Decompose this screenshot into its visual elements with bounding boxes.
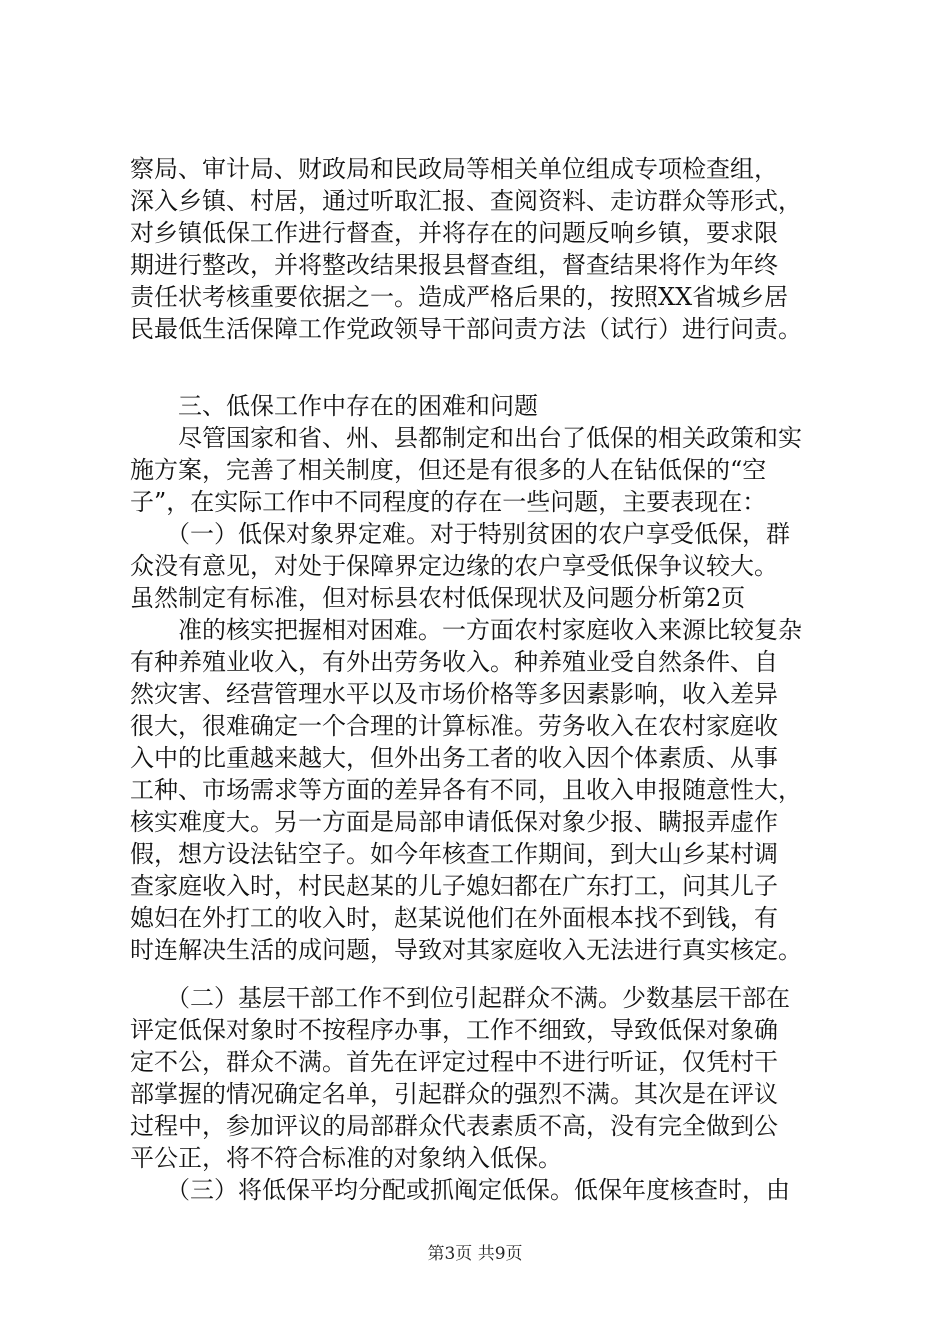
page-footer: 第3页 共9页 <box>427 1244 523 1264</box>
text-line: 评定低保对象时不按程序办事，工作不细致，导致低保对象确 <box>130 1016 778 1044</box>
text-line: 平公正，将不符合标准的对象纳入低保。 <box>130 1144 562 1172</box>
text-line: （一）低保对象界定难。对于特别贫困的农户享受低保，群 <box>130 520 790 548</box>
text-line: 很大，很难确定一个合理的计算标准。劳务收入在农村家庭收 <box>130 712 778 740</box>
text-line: 核实难度大。另一方面是局部申请低保对象少报、瞒报弄虚作 <box>130 808 778 836</box>
text-line: （三）将低保平均分配或抓阄定低保。低保年度核查时，由 <box>130 1176 790 1204</box>
text-line: 民最低生活保障工作党政领导干部问责方法（试行）进行问责。 <box>130 315 802 343</box>
text-line: 准的核实把握相对困难。一方面农村家庭收入来源比较复杂 <box>130 616 802 644</box>
text-line: 对乡镇低保工作进行督查，并将存在的问题反响乡镇，要求限 <box>130 219 778 247</box>
text-line: 尽管国家和省、州、县都制定和出台了低保的相关政策和实 <box>130 424 802 452</box>
text-line: 子”，在实际工作中不同程度的存在一些问题，主要表现在： <box>130 488 767 516</box>
text-line: 入中的比重越来越大，但外出务工者的收入因个体素质、从事 <box>130 744 778 772</box>
text-line: 部掌握的情况确定名单，引起群众的强烈不满。其次是在评议 <box>130 1080 778 1108</box>
text-line: 期进行整改，并将整改结果报县督查组，督查结果将作为年终 <box>130 251 778 279</box>
paragraph-block-section-three <box>130 390 830 966</box>
paragraph-block-items-two-three <box>130 982 830 1206</box>
text-line: 媳妇在外打工的收入时，赵某说他们在外面根本找不到钱，有 <box>130 904 778 932</box>
text-line: 察局、审计局、财政局和民政局等相关单位组成专项检查组， <box>130 155 778 183</box>
text-line: 有种养殖业收入，有外出劳务收入。种养殖业受自然条件、自 <box>130 648 778 676</box>
text-line: 虽然制定有标准，但对标县农村低保现状及问题分析第2页 <box>130 584 746 612</box>
text-line: 责任状考核重要依据之一。造成严格后果的，按照XX省城乡居 <box>130 283 789 311</box>
text-line: 众没有意见，对处于保障界定边缘的农户享受低保争议较大。 <box>130 552 778 580</box>
text-line: 三、低保工作中存在的困难和问题 <box>130 392 538 420</box>
paragraph-block-continued <box>130 153 830 345</box>
text-line: 定不公，群众不满。首先在评定过程中不进行听证，仅凭村干 <box>130 1048 778 1076</box>
text-line: 工种、市场需求等方面的差异各有不同，且收入申报随意性大， <box>130 776 802 804</box>
text-line: 过程中，参加评议的局部群众代表素质不高，没有完全做到公 <box>130 1112 778 1140</box>
text-line: 施方案，完善了相关制度，但还是有很多的人在钻低保的“空 <box>130 456 767 484</box>
text-line: 查家庭收入时，村民赵某的儿子媳妇都在广东打工，问其儿子 <box>130 872 778 900</box>
text-line: （二）基层干部工作不到位引起群众不满。少数基层干部在 <box>130 984 790 1012</box>
text-line: 深入乡镇、村居，通过听取汇报、查阅资料、走访群众等形式， <box>130 187 802 215</box>
text-line: 假，想方设法钻空子。如今年核查工作期间，到大山乡某村调 <box>130 840 778 868</box>
text-line: 时连解决生活的成问题，导致对其家庭收入无法进行真实核定。 <box>130 936 802 964</box>
text-line: 然灾害、经营管理水平以及市场价格等多因素影响，收入差异 <box>130 680 778 708</box>
